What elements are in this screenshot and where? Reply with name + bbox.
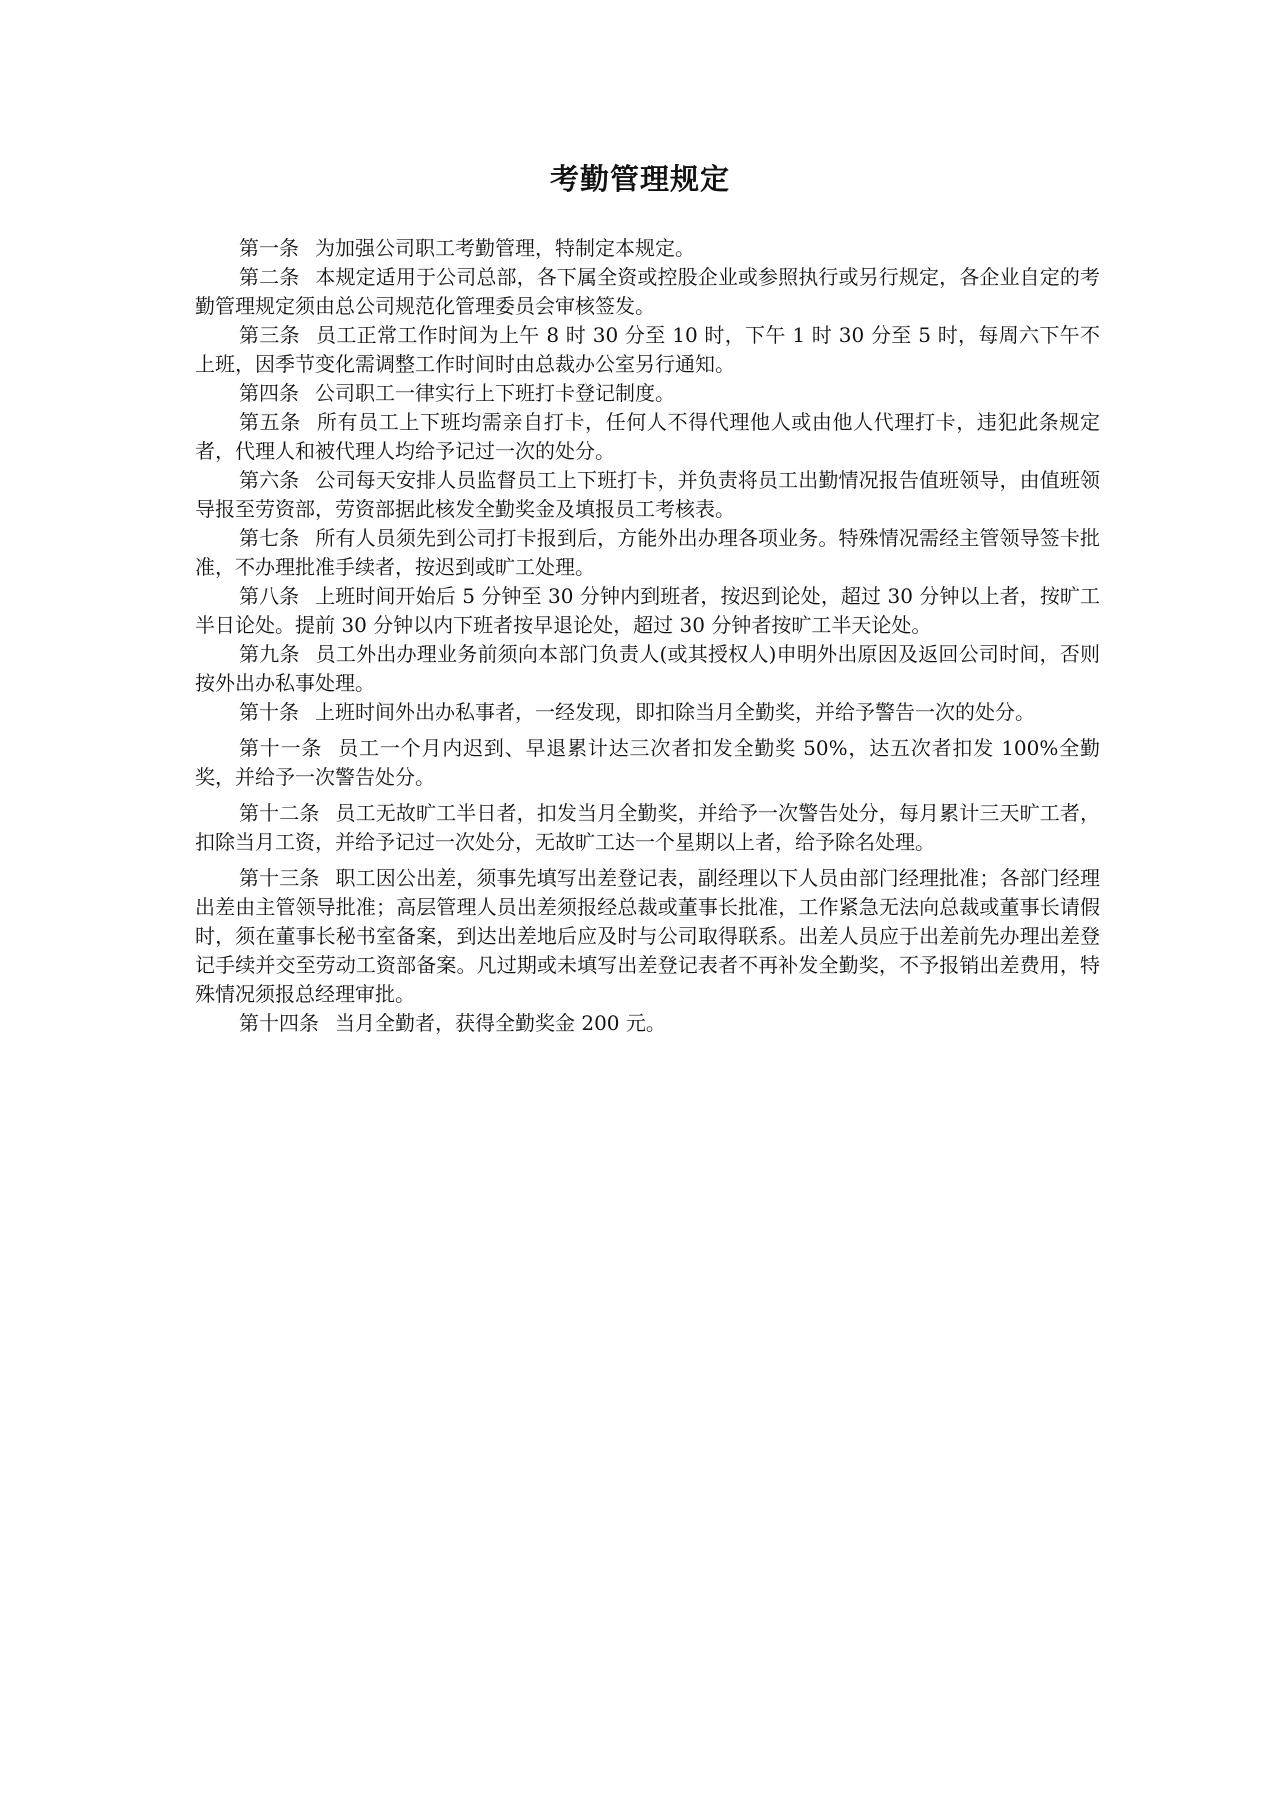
article-6 (195, 466, 1100, 524)
article-8 (195, 582, 1100, 640)
article-5 (195, 408, 1100, 466)
article-text: 公司职工一律实行上下班打卡登记制度。 (315, 381, 675, 405)
article-text: 所有人员须先到公司打卡报到后，方能外出办理各项业务。特殊情况需经主管领导签卡批准，不办理批准手续者，按迟到或旷工处理。 (195, 526, 1101, 579)
article-14 (195, 1009, 1100, 1038)
article-number: 第十四条 (239, 1011, 319, 1035)
article-text: 所有员工上下班均需亲自打卡，任何人不得代理他人或由他人代理打卡，违犯此条规定者，代理人和被代理人均给予记过一次的处分。 (195, 410, 1100, 463)
article-2 (195, 263, 1100, 321)
article-text: 为加强公司职工考勤管理，特制定本规定。 (315, 236, 695, 260)
article-text: 员工正常工作时间为上午 8 时 30 分至 10 时，下午 1 时 30 分至 5 时，每周六下午不上班，因季节变化需调整工作时间时由总裁办公室另行通知。 (195, 323, 1101, 376)
article-7 (195, 524, 1100, 582)
article-number: 第九条 (239, 642, 300, 666)
article-number: 第二条 (239, 265, 300, 289)
document-body (195, 234, 1100, 1038)
article-number: 第六条 (239, 468, 300, 492)
article-number: 第十一条 (239, 736, 323, 760)
article-text: 公司每天安排人员监督员工上下班打卡，并负责将员工出勤情况报告值班领导，由值班领导报至劳资部，劳资部据此核发全勤奖金及填报员工考核表。 (195, 468, 1101, 521)
article-12 (195, 799, 1100, 857)
article-text: 上班时间开始后 5 分钟至 30 分钟内到班者，按迟到论处，超过 30 分钟以上者，按旷工半日论处。提前 30 分钟以内下班者按早退论处，超过 30 分钟者按旷工半天论处。 (195, 584, 1100, 637)
article-text: 员工一个月内迟到、早退累计达三次者扣发全勤奖 50%，达五次者扣发 100%全勤奖，并给予一次警告处分。 (195, 736, 1100, 789)
article-text: 员工外出办理业务前须向本部门负责人(或其授权人)申明外出原因及返回公司时间，否则按外出办私事处理。 (195, 642, 1100, 695)
article-text: 职工因公出差，须事先填写出差登记表，副经理以下人员由部门经理批准；各部门经理出差由主管领导批准；高层管理人员出差须报经总裁或董事长批准，工作紧急无法向总裁或董事长请假时，须在董事长秘书室备案，到达出差地后应及时与公司取得联系。出差人员应于出差前先办理出差登记手续并交至劳动工资部备案。凡过期或未填写出差登记表者不再补发全勤奖，不予报销出差费用，特殊情况须报总经理审批。 (195, 866, 1101, 1006)
article-number: 第四条 (239, 381, 299, 405)
article-13 (195, 864, 1100, 1009)
article-number: 第十条 (239, 700, 299, 724)
article-11 (195, 734, 1100, 792)
document-title: 考勤管理规定 (549, 162, 730, 196)
article-3 (195, 321, 1100, 379)
article-number: 第一条 (239, 236, 299, 260)
article-number: 第五条 (239, 410, 301, 434)
article-number: 第十三条 (239, 866, 320, 890)
article-9 (195, 640, 1100, 698)
article-number: 第十二条 (239, 801, 320, 825)
article-text: 员工无故旷工半日者，扣发当月全勤奖，并给予一次警告处分，每月累计三天旷工者，扣除当月工资，并给予记过一次处分，无故旷工达一个星期以上者，给予除名处理。 (195, 801, 1101, 854)
article-text: 本规定适用于公司总部，各下属全资或控股企业或参照执行或另行规定，各企业自定的考勤管理规定须由总公司规范化管理委员会审核签发。 (195, 265, 1101, 318)
article-text: 当月全勤者，获得全勤奖金 200 元。 (335, 1011, 666, 1035)
article-4 (195, 379, 1100, 408)
article-text: 上班时间外出办私事者，一经发现，即扣除当月全勤奖，并给予警告一次的处分。 (315, 700, 1035, 724)
article-1 (195, 234, 1100, 263)
article-number: 第八条 (239, 584, 300, 608)
article-number: 第七条 (239, 526, 300, 550)
article-10 (195, 698, 1100, 727)
article-number: 第三条 (239, 323, 300, 347)
